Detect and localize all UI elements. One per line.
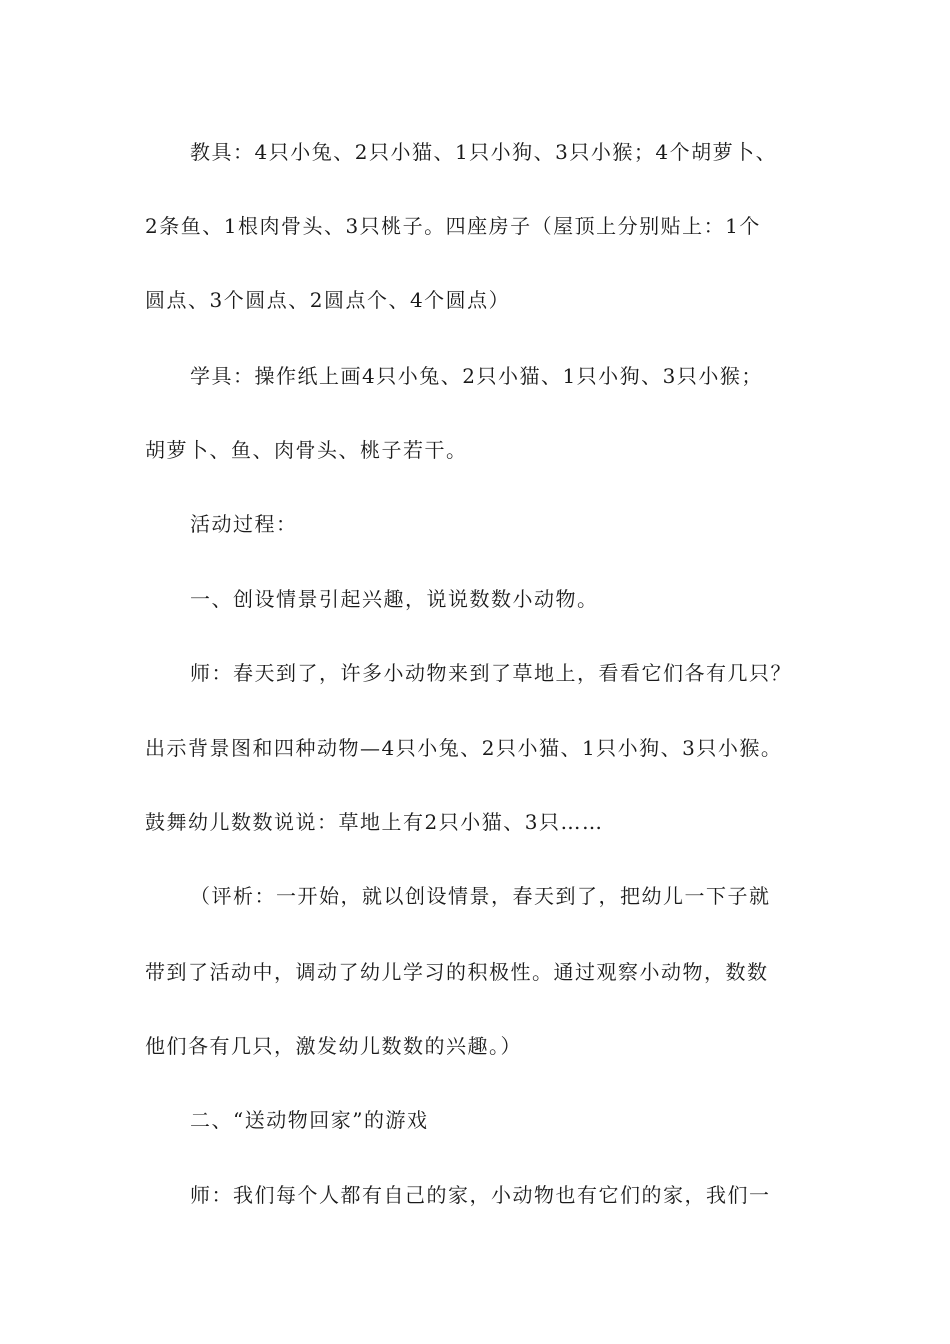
paragraph-comment: （评析：一开始，就以创设情景，春天到了，把幼儿一下子就 xyxy=(190,884,771,908)
paragraph-learning-aids-cont: 胡萝卜、鱼、肉骨头、桃子若干。 xyxy=(145,438,468,462)
section-heading-2: 二、“送动物回家”的游戏 xyxy=(190,1108,429,1132)
paragraph-teaching-aids-cont-1: 2条鱼、1根肉骨头、3只桃子。四座房子（屋顶上分别贴上：1个 xyxy=(145,214,761,238)
paragraph-comment-cont-1: 带到了活动中，调动了幼儿学习的积极性。通过观察小动物，数数 xyxy=(145,960,769,984)
paragraph-teaching-aids-cont-2: 圆点、3个圆点、2圆点个、4个圆点） xyxy=(145,288,511,312)
heading-activity-process: 活动过程： xyxy=(190,512,298,536)
paragraph-teacher-2: 师：我们每个人都有自己的家，小动物也有它们的家，我们一 xyxy=(190,1183,771,1207)
paragraph-comment-cont-2: 他们各有几只，激发幼儿数数的兴趣。） xyxy=(145,1034,522,1058)
paragraph-teacher-1-cont-2: 鼓舞幼儿数数说说：草地上有2只小猫、3只…… xyxy=(145,810,604,834)
paragraph-teaching-aids: 教具：4只小兔、2只小猫、1只小狗、3只小猴；4个胡萝卜、 xyxy=(190,140,778,164)
section-heading-1: 一、创设情景引起兴趣，说说数数小动物。 xyxy=(190,587,599,611)
paragraph-learning-aids: 学具：操作纸上画4只小兔、2只小猫、1只小狗、3只小猴； xyxy=(190,364,763,388)
paragraph-teacher-1-cont-1: 出示背景图和四种动物—4只小兔、2只小猫、1只小狗、3只小猴。 xyxy=(145,736,783,760)
paragraph-teacher-1: 师：春天到了，许多小动物来到了草地上，看看它们各有几只？ xyxy=(190,661,792,685)
